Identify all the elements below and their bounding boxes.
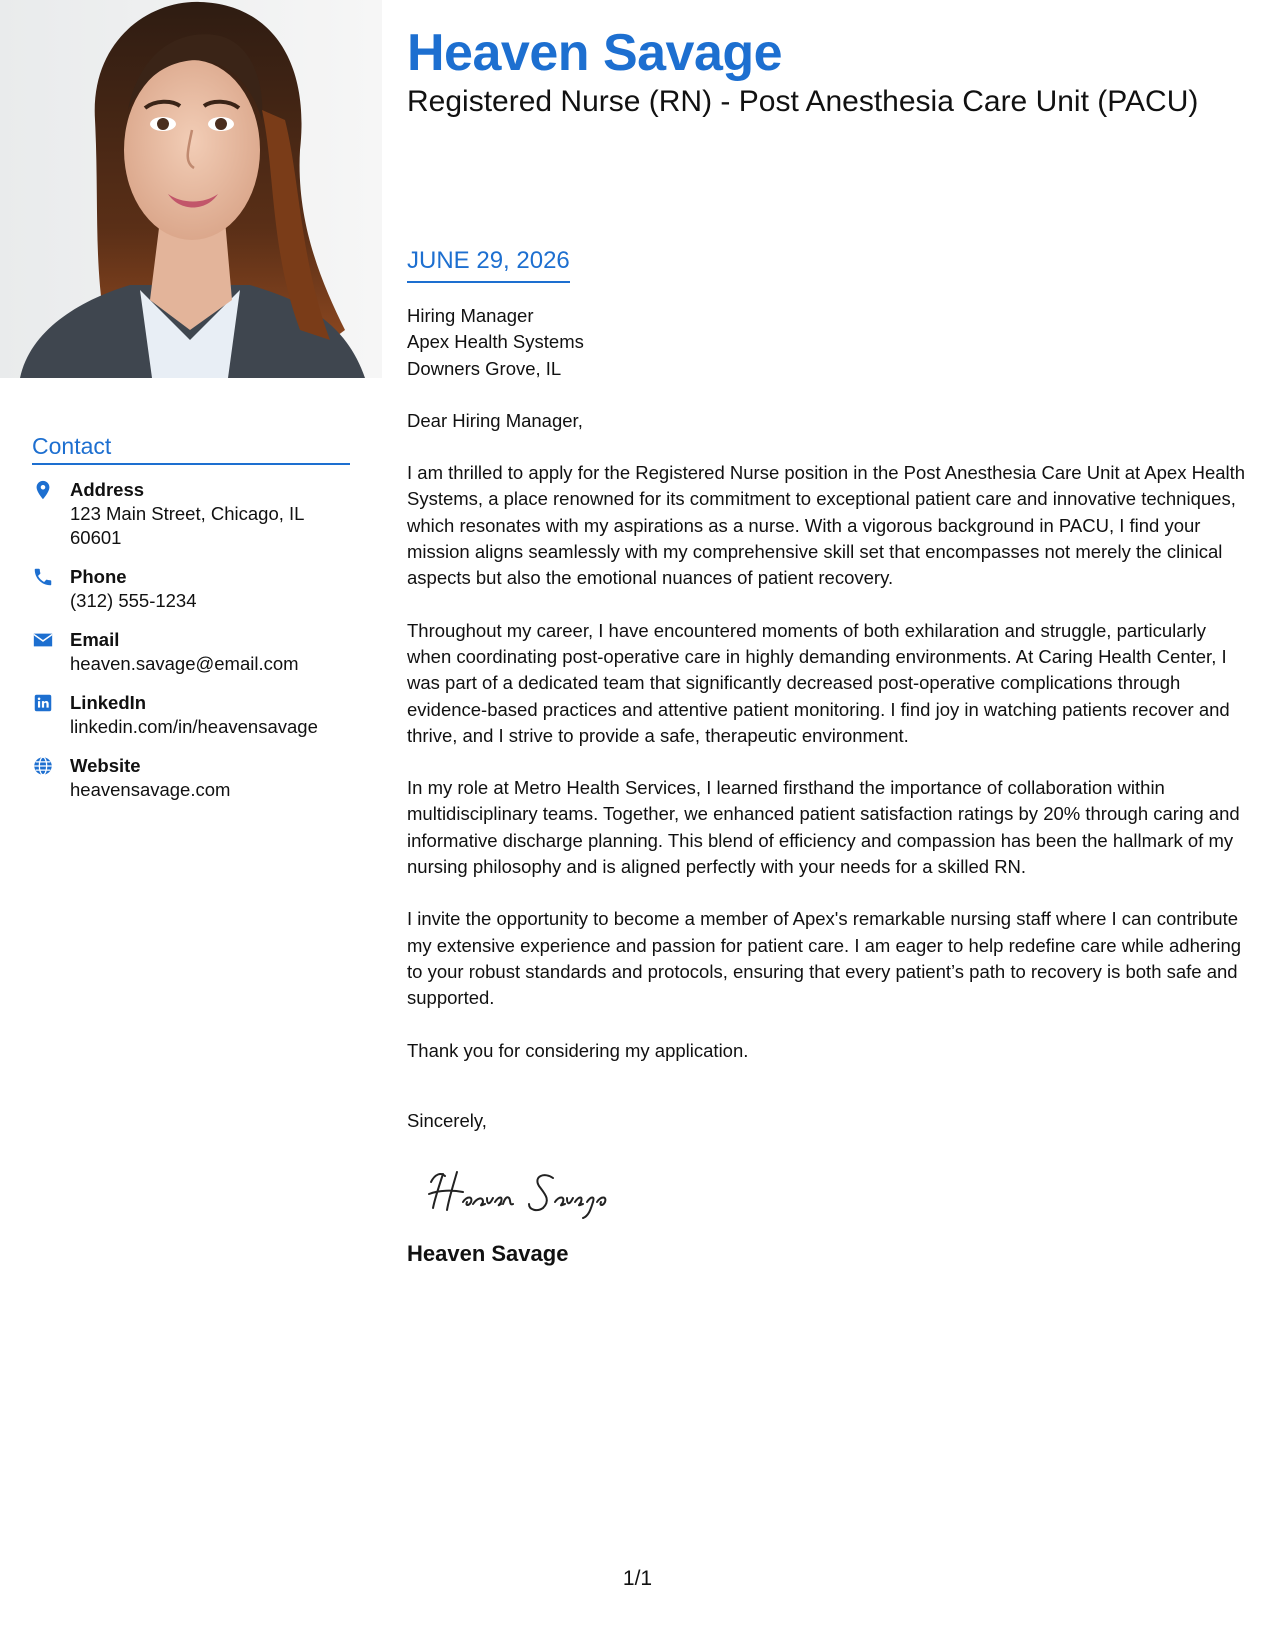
contact-label: Address [70,479,145,500]
address-value: 123 Main Street, Chicago, IL 60601 [70,503,304,548]
signed-name: Heaven Savage [407,1241,569,1267]
contact-item-address [32,478,350,550]
letter-date: JUNE 29, 2026 [407,246,570,283]
contact-label: Email [70,629,120,650]
body-paragraph: Thank you for considering my application. [407,1039,749,1061]
closing: Sincerely, [407,1109,487,1131]
phone-icon [32,566,54,588]
email-value[interactable]: heaven.savage@email.com [70,653,299,674]
salutation: Dear Hiring Manager, [407,409,583,431]
linkedin-value[interactable]: linkedin.com/in/heavensavage [70,716,318,737]
globe-icon [32,755,54,777]
linkedin-icon [32,692,54,714]
portrait-photo [0,0,382,378]
envelope-icon [32,629,54,651]
phone-value: (312) 555-1234 [70,590,197,611]
contact-item-phone [32,565,350,613]
website-value[interactable]: heavensavage.com [70,779,231,800]
page-number: 1/1 [622,1567,653,1590]
applicant-name: Heaven Savage [407,24,783,82]
map-pin-icon [32,479,54,501]
body-paragraph: Throughout my career, I have encountered moments of both exhilaration and struggle, particularly when coordinating post-operative care in highly demanding environments. At Caring Health Center, I was part of a dedicated team that significantly decreased post-operative complications through evidence-based practices and attentive patient monitoring. I find joy in watching patients recover and thrive, and I strive to provide a safe, therapeutic environment. [407,619,1230,746]
body-paragraph: In my role at Metro Health Services, I learned firsthand the importance of collaboration within multidisciplinary teams. Together, we enhanced patient satisfaction ratings by 20% through caring and informative discharge planning. This blend of efficiency and compassion has been the hallmark of my nursing philosophy and is aligned perfectly with your needs for a skilled RN. [407,777,1240,878]
contact-section-title: Contact [32,432,350,465]
contact-label: LinkedIn [70,692,147,713]
contact-item-email [32,628,350,676]
recipient-block [407,303,1247,382]
contact-sidebar [32,432,350,817]
letter-body [407,246,1247,1268]
recipient-company: Apex Health Systems [407,331,584,353]
recipient-location: Downers Grove, IL [407,357,562,379]
contact-label: Website [70,755,141,776]
contact-item-website [32,754,350,802]
recipient-title: Hiring Manager [407,305,534,326]
job-title: Registered Nurse (RN) - Post Anesthesia Care Unit (PACU) [407,85,1199,118]
contact-label: Phone [70,566,127,587]
body-paragraph: I invite the opportunity to become a member of Apex's remarkable nursing staff where I can contribute my extensive experience and passion for patient care. I am eager to help redefine care while adhering to your robust standards and protocols, ensuring that every patient’s path to recovery is both safe and supported. [407,908,1242,1009]
body-paragraph: I am thrilled to apply for the Registered Nurse position in the Post Anesthesia Care Unit at Apex Health Systems, a place renowned for its commitment to exceptional patient care and innovative techniques, which resonates with my aspirations as a nurse. With a vigorous background in PACU, I find your mission aligns seamlessly with my comprehensive skill set that encompasses not merely the clinical aspects but also the emotional nuances of patient recovery. [407,462,1246,589]
handwritten-signature [423,1164,1247,1220]
contact-item-linkedin [32,691,350,739]
